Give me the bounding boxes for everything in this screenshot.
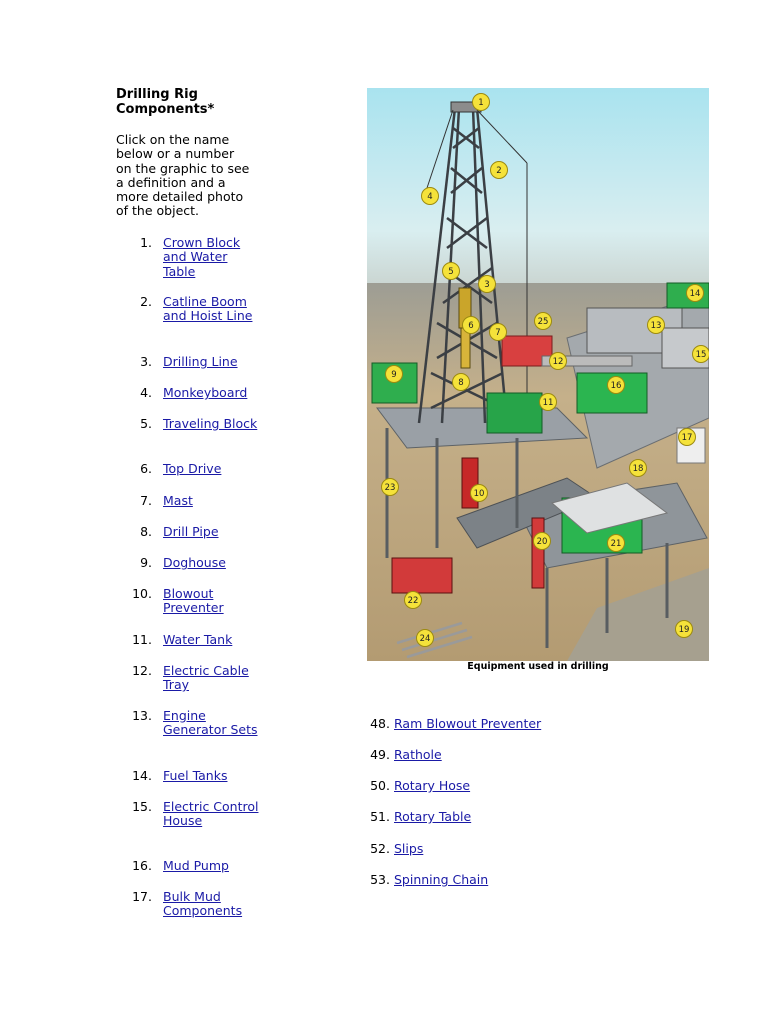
component-link[interactable]: Electric Cable Tray [163, 663, 249, 693]
marker-22[interactable] [405, 592, 422, 609]
item-number: 8. [140, 524, 152, 539]
svg-text:16: 16 [610, 381, 622, 391]
marker-16[interactable] [608, 377, 625, 394]
component-link[interactable]: Traveling Block [163, 416, 258, 431]
svg-text:4: 4 [427, 192, 433, 202]
marker-13[interactable] [648, 317, 665, 334]
marker-18[interactable] [630, 460, 647, 477]
svg-text:13: 13 [650, 321, 662, 331]
svg-text:19: 19 [678, 625, 690, 635]
item-number: 4. [140, 385, 152, 400]
svg-text:7: 7 [495, 328, 501, 338]
svg-text:3: 3 [484, 280, 490, 290]
marker-3[interactable] [479, 276, 496, 293]
component-link[interactable]: Top Drive [163, 461, 222, 476]
component-link[interactable]: Electric Control House [163, 799, 259, 829]
intro-text: Click on the name below or a number on the graphic to see a definition and a more detailed photo of the object. [116, 132, 250, 219]
water-tank [487, 393, 542, 433]
marker-21[interactable] [608, 535, 625, 552]
marker-1[interactable] [473, 94, 490, 111]
marker-5[interactable] [443, 263, 460, 280]
svg-text:1: 1 [478, 98, 484, 108]
marker-15[interactable] [693, 346, 710, 363]
item-number: 49. [370, 747, 390, 762]
svg-text:15: 15 [695, 350, 707, 360]
item-number: 53. [370, 872, 390, 887]
figure-caption: Equipment used in drilling [467, 661, 609, 672]
item-number: 14. [132, 768, 152, 783]
choke-manifold [392, 558, 452, 593]
svg-text:5: 5 [448, 267, 454, 277]
marker-25[interactable] [535, 313, 552, 330]
item-number: 52. [370, 841, 390, 856]
item-number: 11. [132, 632, 152, 647]
item-number: 6. [140, 461, 152, 476]
svg-text:20: 20 [536, 537, 548, 547]
component-link[interactable]: Engine Generator Sets [163, 708, 258, 738]
top-drive [461, 328, 470, 368]
marker-19[interactable] [676, 621, 693, 638]
item-number: 10. [132, 586, 152, 601]
item-number: 1. [140, 235, 152, 250]
component-link[interactable]: Mast [163, 493, 193, 508]
marker-6[interactable] [463, 317, 480, 334]
component-link[interactable]: Rotary Hose [394, 778, 471, 793]
svg-text:23: 23 [384, 483, 396, 493]
svg-text:22: 22 [407, 596, 419, 606]
marker-11[interactable] [540, 394, 557, 411]
marker-20[interactable] [534, 533, 551, 550]
svg-text:25: 25 [537, 317, 549, 327]
marker-2[interactable] [491, 162, 508, 179]
marker-4[interactable] [422, 188, 439, 205]
component-link[interactable]: Mud Pump [163, 858, 229, 873]
item-number: 17. [132, 889, 152, 904]
marker-12[interactable] [550, 353, 567, 370]
marker-23[interactable] [382, 479, 399, 496]
svg-text:11: 11 [542, 398, 554, 408]
item-number: 15. [132, 799, 152, 814]
component-link[interactable]: Spinning Chain [394, 872, 489, 887]
degasser [532, 518, 544, 588]
marker-14[interactable] [687, 285, 704, 302]
marker-7[interactable] [490, 324, 507, 341]
marker-10[interactable] [471, 485, 488, 502]
component-link[interactable]: Catline Boom and Hoist Line [163, 294, 253, 324]
svg-text:12: 12 [552, 357, 564, 367]
item-number: 5. [140, 416, 152, 431]
svg-text:17: 17 [681, 433, 693, 443]
marker-8[interactable] [453, 374, 470, 391]
svg-text:10: 10 [473, 489, 485, 499]
component-link[interactable]: Drilling Line [163, 354, 238, 369]
page-title: Drilling Rig Components* [116, 87, 215, 117]
item-number: 13. [132, 708, 152, 723]
marker-9[interactable] [386, 366, 403, 383]
item-number: 16. [132, 858, 152, 873]
svg-text:8: 8 [458, 378, 464, 388]
component-link[interactable]: Blowout Preventer [163, 586, 224, 616]
item-number: 12. [132, 663, 152, 678]
item-number: 48. [370, 716, 390, 731]
svg-text:14: 14 [689, 289, 701, 299]
svg-text:24: 24 [419, 634, 431, 644]
component-link[interactable]: Water Tank [163, 632, 233, 647]
svg-text:18: 18 [632, 464, 644, 474]
item-number: 3. [140, 354, 152, 369]
item-number: 7. [140, 493, 152, 508]
component-link[interactable]: Ram Blowout Preventer [394, 716, 542, 731]
component-link[interactable]: Doghouse [163, 555, 226, 570]
component-link[interactable]: Bulk Mud Components [163, 889, 243, 919]
marker-24[interactable] [417, 630, 434, 647]
item-number: 2. [140, 294, 152, 309]
component-link[interactable]: Drill Pipe [163, 524, 219, 539]
component-link[interactable]: Rathole [394, 747, 442, 762]
marker-17[interactable] [679, 429, 696, 446]
component-link[interactable]: Slips [394, 841, 424, 856]
svg-text:6: 6 [468, 321, 474, 331]
svg-text:2: 2 [496, 166, 502, 176]
item-number: 9. [140, 555, 152, 570]
item-number: 51. [370, 809, 390, 824]
svg-text:21: 21 [610, 539, 622, 549]
svg-text:9: 9 [391, 370, 397, 380]
component-link[interactable]: Crown Block and Water Table [163, 235, 241, 279]
item-number: 50. [370, 778, 390, 793]
component-link[interactable]: Rotary Table [394, 809, 472, 824]
drilling-rig-graphic[interactable] [367, 88, 709, 661]
component-link[interactable]: Fuel Tanks [163, 768, 228, 783]
component-link[interactable]: Monkeyboard [163, 385, 248, 400]
